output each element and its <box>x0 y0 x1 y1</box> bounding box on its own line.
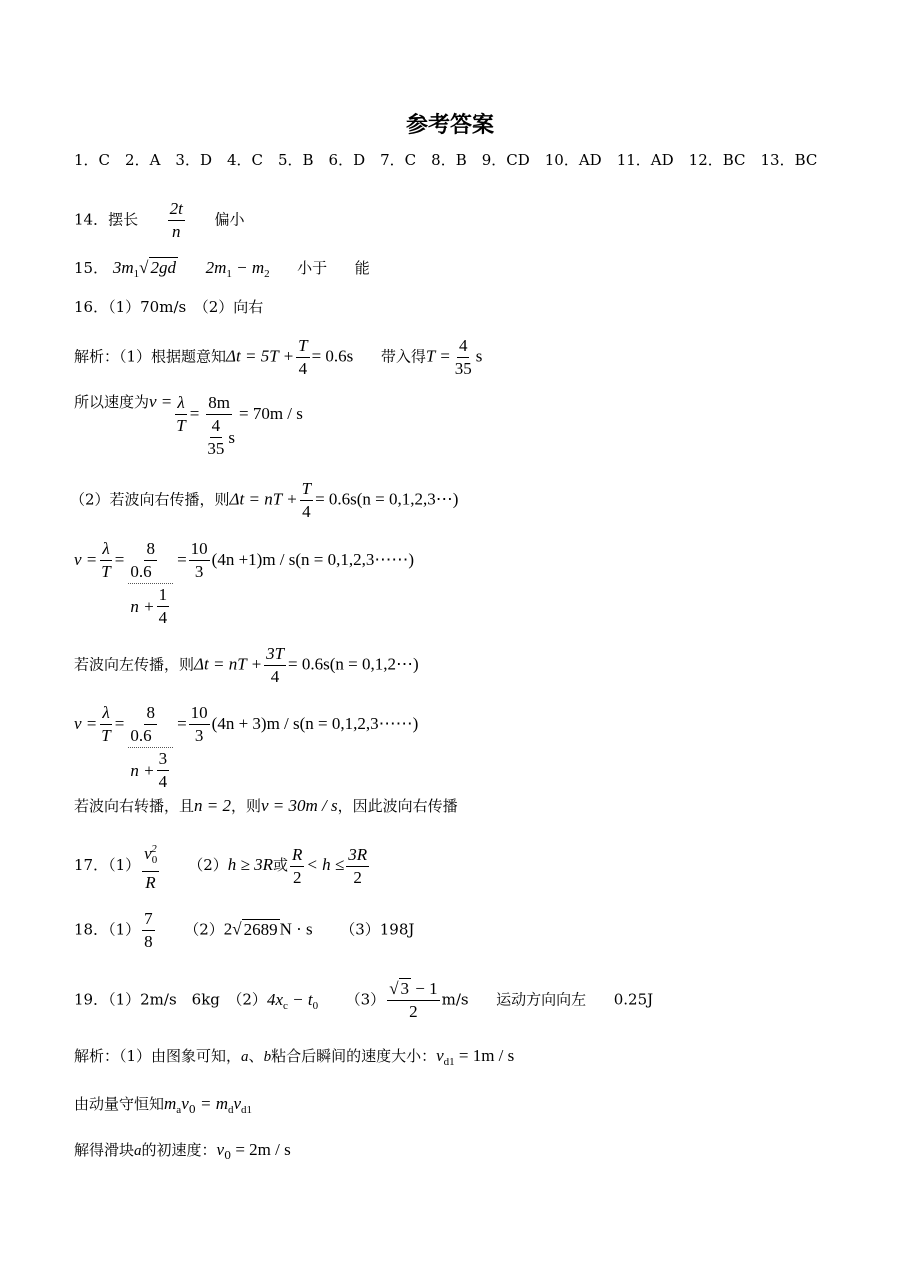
sol-l2-pre: 由动量守恒知 <box>74 1095 165 1113</box>
q18-frac-num: 7 <box>142 908 155 931</box>
sol-l2-eq: = m <box>195 1094 228 1113</box>
q18-frac <box>142 908 155 953</box>
q16-right-line1 <box>70 478 458 523</box>
q15-term1: $3m_1√$ 2gd <box>112 258 176 280</box>
q17-frac2 <box>290 844 304 889</box>
q16-a1-T-den: 35 <box>454 359 472 378</box>
q17-answer <box>74 838 371 894</box>
q16-b1-eq: Δt = nT + <box>229 489 298 509</box>
q17-e2: < h ≤ <box>306 855 345 874</box>
q16-c2-res: (4n + 3)m / s(n = 0,1,2,3⋯⋯) <box>211 714 419 733</box>
q16-a1-mid: 带入得 <box>380 347 426 366</box>
q16-b1-frac-den: 4 <box>302 502 311 521</box>
q16-d-n: n = 2 <box>194 796 231 815</box>
q17-frac2-den: 2 <box>292 867 302 887</box>
q16-b2-frac2 <box>126 538 175 629</box>
q16-c2-f2-den-fn: 3 <box>157 748 170 771</box>
q16-d-post: ，因此波向右传播 <box>337 797 458 815</box>
q16-analysis-line1 <box>74 335 482 380</box>
q19-e2-mid: − t <box>287 989 313 1009</box>
q16-a1-frac-den: 4 <box>298 359 308 378</box>
q19-sol-line1 <box>74 1046 514 1072</box>
q16-c2-f1-num: λ <box>100 702 111 725</box>
q16-b1-frac-num: T <box>300 478 313 501</box>
q16-b2-f1-den: T <box>101 562 111 581</box>
q19-answer <box>74 978 653 1023</box>
q16-c2-f2-num: 8 <box>144 702 157 725</box>
q16-a1-pre: 解析：（1）根据题意知 <box>74 347 227 366</box>
q18-a2: 2√ 2689 N · s <box>223 919 313 939</box>
q19-sol-line3 <box>74 1140 291 1166</box>
q18-num: 18．（1） <box>74 920 141 939</box>
q18-p2: （2） <box>184 920 224 939</box>
q16-analysis-line2: 所以速度为v = $\frac{\lambda}{T}$ = 8m $\frac{4}{35}$ s = 70m / s <box>74 392 303 458</box>
q16-a1-T-frac <box>453 335 474 380</box>
q15-t2: 2m <box>205 258 227 277</box>
q16-c1-frac-den: 4 <box>270 667 280 686</box>
q16-a2-f1-den: T <box>176 416 186 435</box>
q16-a2-v: v = <box>149 392 173 411</box>
q16-c2-f1-den: T <box>101 726 111 745</box>
q17-frac1-num <box>142 838 159 872</box>
q16-a2-f2-den-den: 35 <box>207 439 225 458</box>
q16-a1-frac-num: T <box>296 335 309 358</box>
q17-frac3 <box>346 844 369 889</box>
q16-b2-f2-den <box>126 561 175 629</box>
q16-b2-f3-den: 3 <box>194 562 204 581</box>
q16-a2-res: = 70m / s <box>238 404 303 423</box>
q16-b2-f2-den-fd: 4 <box>158 608 168 627</box>
q19-frac-num-sqrt: 3 <box>400 979 410 998</box>
q16-b2-frac3 <box>189 538 210 583</box>
q16-a1-eq2: = 0.6s <box>311 346 354 366</box>
q16-c1-eq2: = 0.6s(n = 0,1,2⋯) <box>288 654 419 674</box>
q14-fraction <box>168 198 185 243</box>
q16-a2-frac1 <box>174 392 187 437</box>
mc-answers: 1．C 2．A 3．D 4．C 5．B 6．D 7．C 8．B 9．CD 10．AD 11．AD 12．BC 13．BC <box>74 151 818 169</box>
q16-c2-frac1 <box>99 702 112 747</box>
q14-label2: 偏小 <box>214 210 245 229</box>
sol-l2-vsub: 0 <box>188 1103 196 1116</box>
q16-c1-frac <box>264 643 286 688</box>
q16-a2-f2-num: 8m <box>206 392 232 415</box>
q14-num: 14． <box>74 210 109 229</box>
q16-a2-frac2 <box>201 392 237 460</box>
q16-a2-pre: 所以速度为 <box>74 393 150 411</box>
sol-l2-m: m <box>164 1094 177 1113</box>
q16-b1-pre: （2）若波向右传播，则 <box>70 490 230 509</box>
q16-b2-f3-num: 10 <box>189 538 210 561</box>
q16-c2-frac3 <box>189 702 210 747</box>
q18-a2-sqrt: 2689 <box>243 919 278 939</box>
q19-frac <box>387 978 439 1023</box>
q16-c1-eq: Δt = nT + <box>194 654 263 674</box>
q16-conclusion <box>74 796 458 816</box>
q17-frac3-den: 2 <box>353 867 362 887</box>
q16-d-pre: 若波向右转播，且 <box>74 797 195 815</box>
q16-b2-res: (4n +1)m / s(n = 0,1,2,3⋯⋯) <box>211 550 415 569</box>
q15-t1sub: 1 <box>133 268 140 280</box>
q16-d-mid: ，则 <box>231 797 262 815</box>
sol-l1-sep: 、 <box>248 1047 264 1065</box>
q16-d-v: v = 30m / s <box>261 796 338 815</box>
q16-a2-f2-den-unit: s <box>228 427 235 447</box>
q16-c2-f2-den-top: 0.6 <box>128 725 173 748</box>
q17-num: 17．（1） <box>74 856 141 874</box>
q16-b2-f2-den-fn: 1 <box>157 584 170 607</box>
q17-p2: （2） <box>188 856 228 874</box>
q19-dir: 运动方向向左 <box>496 990 587 1009</box>
q16-b2-f2-num: 8 <box>144 538 157 561</box>
q19-unit: m/s <box>441 990 469 1009</box>
q16-b2-f1-num: λ <box>100 538 111 561</box>
q17-frac1 <box>142 838 159 894</box>
q16-b2-frac1 <box>99 538 112 583</box>
q16-b2-f2-den-top: 0.6 <box>128 561 173 584</box>
q17-f-num-v: v <box>144 844 152 863</box>
q14-label1: 摆长 <box>108 210 139 229</box>
q16-header: 16．（1）70m/s （2）向右 <box>74 298 264 316</box>
q15-answer <box>74 258 370 284</box>
sol-l3-eq: = 2m / s <box>231 1140 291 1159</box>
q16-a1-eq: Δt = 5T + <box>226 346 295 366</box>
q15-t2mid: − m <box>231 258 265 277</box>
q16-b1-eq2: = 0.6s(n = 0,1,2,3⋯) <box>315 489 459 509</box>
q19-energy: 0.25J <box>613 990 654 1009</box>
q16-a1-frac <box>296 335 309 380</box>
q17-f-num-sup: 2 <box>151 843 157 855</box>
q16-left-line1 <box>74 643 419 688</box>
q16-a2-f1-num: λ <box>175 392 186 415</box>
sol-l3-pre: 解得滑块 <box>74 1141 135 1159</box>
sol-l1-a: a <box>241 1049 249 1065</box>
sol-l2-m2sub: d <box>227 1104 234 1116</box>
sol-l2-v2: v <box>233 1094 242 1113</box>
q18-a2-unit: N · s <box>279 919 313 939</box>
q16-c2-f2-den-frac <box>157 748 170 793</box>
q16-c2-f3-den: 3 <box>194 726 204 745</box>
q14-answer <box>74 198 244 243</box>
q16-right-line2: v = $\frac{\lambda}{T}$ = 8 0.6 n + $\frac{1}{4}$ = $\frac{10}{3}$ (4n +1)m / s(n = 0,1,2,3⋯⋯) <box>74 539 415 627</box>
q15-t1: 3m <box>112 258 134 277</box>
q16-a1-T-unit: s <box>475 346 483 366</box>
q19-frac-den: 2 <box>409 1002 418 1021</box>
page-title: 参考答案 <box>405 113 494 138</box>
sol-l3-a: a <box>134 1143 142 1159</box>
q16-c2-v: v = <box>74 714 98 733</box>
sol-l1-b: b <box>263 1049 272 1065</box>
sol-l1-v: v <box>436 1046 444 1065</box>
q17-e1: h ≥ 3R <box>227 855 274 874</box>
sol-l2-msub: a <box>176 1104 182 1116</box>
q16-c2-f2-den-n: n + <box>130 760 155 780</box>
sol-l1-vsub: d1 <box>443 1056 455 1068</box>
q19-e2-main: 4x <box>266 989 283 1009</box>
q19-sol-line2 <box>74 1094 252 1120</box>
q15-t1sqrt: 2gd <box>150 258 176 277</box>
sol-l1-post: 粘合后瞬间的速度大小： <box>271 1047 437 1065</box>
q16-a2-f2-den-num: 4 <box>210 415 223 438</box>
sol-l2-v: v <box>181 1094 189 1113</box>
q16-b1-frac <box>300 478 313 523</box>
q19-p3: （3） <box>345 990 386 1009</box>
q16-a1-T-num: 4 <box>457 335 470 358</box>
q18-a2-pre: 2 <box>223 919 233 939</box>
q16-b2-f2-den-frac <box>157 584 170 629</box>
q17-or: 或 <box>273 856 289 874</box>
q16-c2-f2-den-fd: 4 <box>158 772 168 791</box>
q19-e2-sub: c <box>282 999 288 1012</box>
q17-frac2-num: R <box>290 844 304 867</box>
q16-c1-pre: 若波向左传播，则 <box>74 655 195 674</box>
q16-c1-frac-num: 3T <box>264 643 286 666</box>
q18-answer <box>74 908 414 953</box>
q15-num: 15． <box>74 259 109 277</box>
sol-l3-post: 的初速度： <box>141 1141 217 1159</box>
q16-b2-f2-den-n: n + <box>130 596 155 616</box>
q17-frac3-num: 3R <box>346 844 369 867</box>
q16-c2-f3-num: 10 <box>189 702 210 725</box>
q19-e2-sub2: 0 <box>312 999 319 1012</box>
q15-t2sub1: 1 <box>226 268 232 280</box>
q19-header: 19．（1）2m/s 6kg （2） <box>74 990 267 1009</box>
q18-p3: （3）198J <box>340 920 415 939</box>
q15-term2 <box>205 258 270 280</box>
q16-c2-frac2 <box>126 702 175 793</box>
sol-l1-eq: = 1m / s <box>454 1046 515 1065</box>
q16-b2-v: v = <box>74 550 98 569</box>
q15-t2sub2: 2 <box>264 268 270 280</box>
q16-a1-T: T = <box>425 346 451 366</box>
sol-l3-vsub: 0 <box>224 1149 232 1162</box>
sol-l3-v: v <box>216 1140 225 1159</box>
q17-frac1-den: R <box>145 873 156 892</box>
sol-l2-v2sub: d1 <box>241 1104 253 1116</box>
q14-frac-num: 2t <box>168 198 185 221</box>
q16-c2-f2-den <box>126 725 175 793</box>
q15-term4: 能 <box>354 259 370 277</box>
q19-frac-num-post: − 1 <box>411 979 438 998</box>
q18-frac-den: 8 <box>144 932 153 951</box>
q15-term3: 小于 <box>297 259 328 277</box>
q19-e2 <box>266 989 319 1012</box>
q19-frac-num: √ 3 − 1 <box>387 978 439 1001</box>
sol-l1-pre: 解析：（1）由图象可知， <box>74 1047 242 1065</box>
q17-f-num-sub: 0 <box>151 854 158 866</box>
q14-frac-den: n <box>172 222 181 241</box>
q16-left-line2: v = $\frac{\lambda}{T}$ = 8 0.6 n + $\frac{3}{4}$ = $\frac{10}{3}$ (4n + 3)m / s(n = 0,1,2,3⋯⋯) <box>74 703 419 791</box>
q16-a2-f2-den-frac <box>205 415 226 460</box>
